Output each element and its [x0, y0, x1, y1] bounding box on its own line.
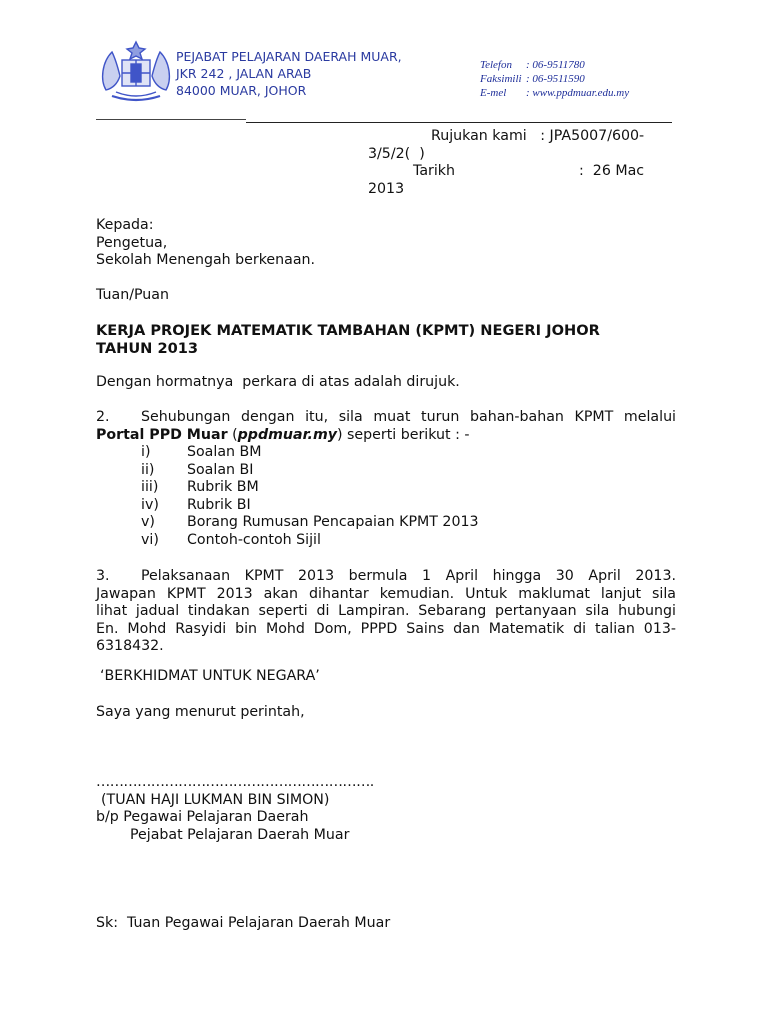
closing-line: Saya yang menurut perintah,	[96, 704, 305, 720]
salutation: Tuan/Puan	[96, 287, 169, 303]
office-street: JKR 242 , JALAN ARAB	[176, 66, 312, 81]
opening-line: Dengan hormatnya perkara di atas adalah dirujuk.	[96, 374, 460, 390]
paragraph-3-line-4: En. Mohd Rasyidi bin Mohd Dom, PPPD Sains dan Matematik di talian 013-	[96, 620, 676, 637]
list-item-text: Rubrik BI	[187, 496, 251, 513]
header-divider	[246, 122, 672, 123]
paragraph-2	[96, 409, 676, 444]
materials-list	[96, 444, 596, 550]
paragraph-3-line-3: lihat jadual tindakan seperti di Lampiran. Sebarang pertanyaan sila hubungi	[96, 603, 676, 619]
list-item	[96, 532, 596, 550]
list-item	[96, 514, 596, 532]
contact-phone-value: : 06-9511780	[526, 59, 585, 71]
paragraph-2-line-2	[96, 427, 676, 445]
recipient-line-1: Pengetua,	[96, 234, 168, 251]
list-item-number: ii)	[141, 461, 155, 478]
header-divider-thin	[96, 119, 246, 120]
list-item-text: Borang Rumusan Pencapaian KPMT 2013	[187, 514, 479, 531]
list-item-text: Rubrik BM	[187, 479, 259, 496]
contact-phone-label: Telefon	[480, 59, 512, 71]
contact-fax	[480, 72, 680, 86]
paragraph-2-text: Sehubungan dengan itu, sila muat turun bahan-bahan KPMT melalui	[141, 409, 676, 425]
signatory-title-2: Pejabat Pelajaran Daerah Muar	[130, 827, 350, 843]
paragraph-2-line-1	[96, 409, 676, 427]
list-item-number: vi)	[141, 531, 159, 548]
list-item-text: Soalan BI	[187, 461, 254, 478]
portal-name: Portal PPD Muar	[96, 426, 228, 443]
recipient-kepada: Kepada:	[96, 217, 154, 233]
contact-fax-value: : 06-9511590	[526, 73, 585, 85]
paragraph-3	[96, 568, 676, 656]
jata-negara-crest-icon	[98, 36, 174, 102]
contact-email-value: : www.ppdmuar.edu.my	[526, 87, 630, 99]
list-item	[96, 497, 596, 515]
paragraph-3-line-5: 6318432.	[96, 638, 164, 654]
reference-line-2: 3/5/2( )	[368, 145, 425, 162]
contact-email	[480, 86, 680, 100]
paragraph-3-number: 3.	[96, 568, 110, 584]
contact-email-label: E-mel	[480, 87, 507, 99]
office-city: 84000 MUAR, JOHOR	[176, 83, 307, 98]
portal-link[interactable]: ppdmuar.my	[237, 426, 337, 443]
list-item-text: Contoh-contoh Sijil	[187, 531, 321, 548]
signature-line: …………………………………………………….	[96, 774, 374, 790]
reference-block	[368, 128, 678, 198]
list-item-text: Soalan BM	[187, 444, 262, 460]
reference-line-1: Rujukan kami : JPA5007/600-	[431, 128, 645, 144]
list-item-number: v)	[141, 514, 155, 531]
date-label: Tarikh	[413, 163, 455, 179]
signatory-name: (TUAN HAJI LUKMAN BIN SIMON)	[101, 792, 330, 808]
date-year: 2013	[368, 180, 405, 197]
list-item-number: i)	[141, 444, 151, 460]
contact-phone	[480, 58, 680, 72]
letter-title-line-1: KERJA PROJEK MATEMATIK TAMBAHAN (KPMT) NEGERI JOHOR	[96, 322, 600, 339]
list-item-number: iv)	[141, 496, 159, 513]
contact-fax-label: Faksimili	[480, 73, 522, 85]
list-item-number: iii)	[141, 479, 159, 496]
letterhead	[96, 36, 696, 106]
paragraph-3-line-2: Jawapan KPMT 2013 akan dihantar kemudian. Untuk maklumat lanjut sila	[96, 585, 676, 602]
letter-title-line-2: TAHUN 2013	[96, 339, 199, 357]
recipient-block	[96, 217, 496, 270]
office-address	[176, 48, 436, 99]
motto: ‘BERKHIDMAT UNTUK NEGARA’	[100, 668, 320, 684]
paragraph-2-number: 2.	[96, 409, 110, 425]
list-item	[96, 479, 596, 497]
paragraph-3-line-1	[96, 568, 676, 586]
portal-trailing-text: ) seperti berikut : -	[336, 426, 470, 443]
carbon-copy: Sk: Tuan Pegawai Pelajaran Daerah Muar	[96, 915, 391, 931]
date-line	[368, 163, 678, 181]
signatory-title-1: b/p Pegawai Pelajaran Daerah	[96, 809, 309, 825]
contact-block	[480, 58, 680, 100]
office-name: PEJABAT PELAJARAN DAERAH MUAR,	[176, 49, 402, 64]
recipient-line-2: Sekolah Menengah berkenaan.	[96, 252, 316, 268]
date-value: : 26 Mac	[579, 163, 645, 179]
portal-open-paren: (	[227, 426, 238, 443]
list-item	[96, 462, 596, 480]
paragraph-3-text: Pelaksanaan KPMT 2013 bermula 1 April hingga 30 April 2013.	[141, 568, 676, 584]
list-item	[96, 444, 596, 462]
letter-title	[96, 322, 696, 357]
